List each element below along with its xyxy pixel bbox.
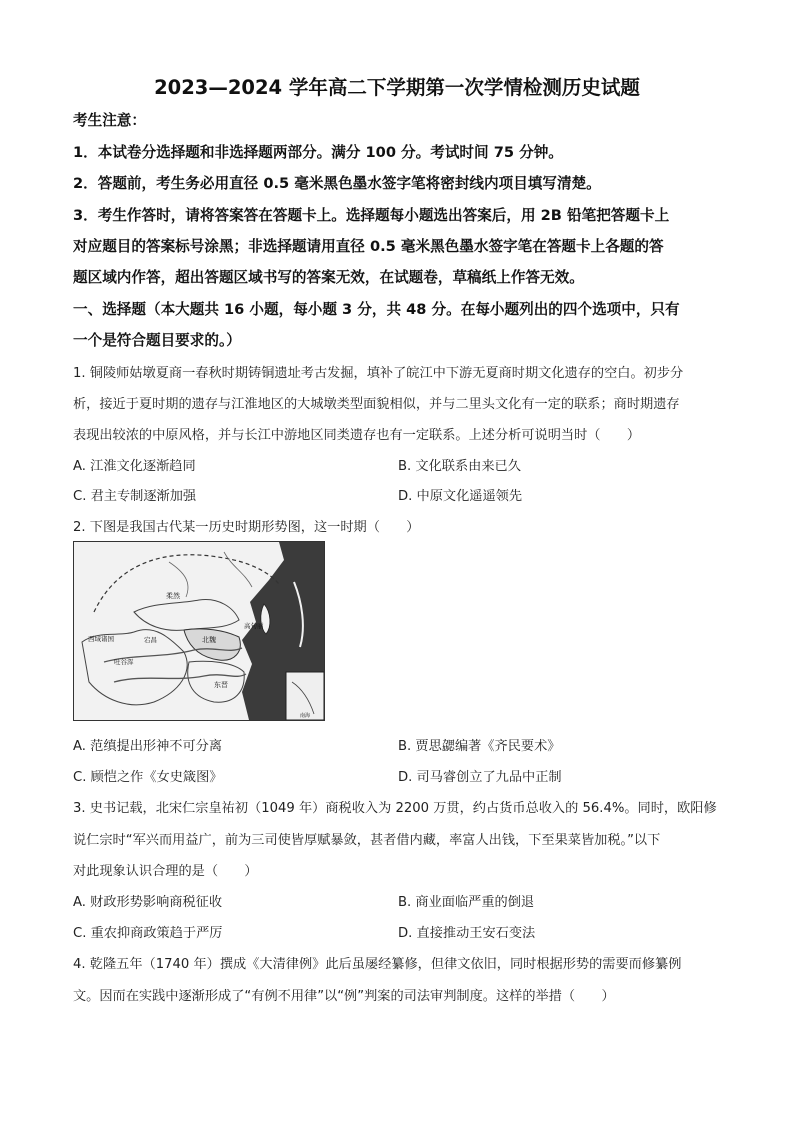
question-1-text: 表现出较浓的中原风格，并与长江中游地区同类遗存也有一定联系。上述分析可说明当时（ ） [73, 428, 641, 443]
notice-item: 3．考生作答时，请将答案答在答题卡上。选择题每小题选出答案后，用 2B 铅笔把答题卡上 [73, 207, 670, 224]
page-title: 2023—2024 学年高二下学期第一次学情检测历史试题 [154, 76, 640, 99]
question-3-text: 说仁宗时“军兴而用益广，前为三司使皆厚赋暴敛，甚者借内藏，率富人出钱，下至果菜皆加税。”以下 [73, 833, 661, 848]
map-label: 南海 [300, 713, 311, 719]
question-3-option-d[interactable]: D. 直接推动王安石变法 [398, 926, 536, 941]
question-2-option-a[interactable]: A. 范缜提出形神不可分离 [73, 739, 223, 754]
question-3-option-c[interactable]: C. 重农抑商政策趋于严厉 [73, 926, 223, 941]
question-3-option-a[interactable]: A. 财政形势影响商税征收 [73, 895, 223, 910]
question-1-text: 1. 铜陵师姑墩夏商一春秋时期铸铜遗址考古发掘，填补了皖江中下游无夏商时期文化遗存的空白。初步分 [73, 366, 684, 381]
map-label: 高句丽 [244, 622, 264, 630]
notice-item: 对应题目的答案标号涂黑；非选择题请用直径 0.5 毫米黑色墨水签字笔在答题卡上各题的答 [73, 238, 664, 255]
map-label: 东晋 [214, 681, 228, 689]
notice-item: 1．本试卷分选择题和非选择题两部分。满分 100 分。考试时间 75 分钟。 [73, 144, 563, 161]
question-3-text: 3. 史书记载，北宋仁宗皇祐初（1049 年）商税收入为 2200 万贯，约占货币总收入的 56.4%。同时，欧阳修 [73, 801, 717, 816]
question-4-text: 文。因而在实践中逐渐形成了“有例不用律”以“例”判案的司法审判制度。这样的举措（ ） [73, 989, 615, 1004]
question-1-text: 析，接近于夏时期的遗存与江淮地区的大城墩类型面貌相似，并与二里头文化有一定的联系；商时期遗存 [73, 397, 680, 412]
section-heading: 一个是符合题目要求的。） [73, 332, 241, 349]
question-1-option-a[interactable]: A. 江淮文化逐渐趋同 [73, 459, 196, 474]
question-1-option-c[interactable]: C. 君主专制逐渐加强 [73, 489, 197, 504]
map-label: 北魏 [202, 636, 216, 644]
map-label: 宕昌 [144, 636, 157, 644]
question-1-option-b[interactable]: B. 文化联系由来已久 [398, 459, 521, 474]
question-2-option-b[interactable]: B. 贾思勰编著《齐民要术》 [398, 739, 561, 754]
question-2-option-d[interactable]: D. 司马睿创立了九品中正制 [398, 770, 562, 785]
map-drawing [74, 542, 324, 720]
map-label: 西域诸国 [88, 635, 114, 643]
question-1-option-d[interactable]: D. 中原文化遥遥领先 [398, 489, 523, 504]
historical-map [73, 541, 325, 721]
question-2-option-c[interactable]: C. 顾恺之作《女史箴图》 [73, 770, 223, 785]
question-3-text: 对此现象认识合理的是（ ） [73, 864, 258, 879]
map-label: 柔然 [166, 592, 180, 600]
notice-item: 题区域内作答，超出答题区域书写的答案无效，在试题卷，草稿纸上作答无效。 [73, 269, 584, 286]
question-2-text: 2. 下图是我国古代某一历史时期形势图，这一时期（ ） [73, 520, 420, 535]
notice-heading: 考生注意： [73, 112, 146, 129]
map-label: 吐谷浑 [114, 658, 134, 666]
section-heading: 一、选择题（本大题共 16 小题，每小题 3 分，共 48 分。在每小题列出的四个选项中，只有 [73, 301, 680, 318]
question-3-option-b[interactable]: B. 商业面临严重的倒退 [398, 895, 535, 910]
notice-item: 2．答题前，考生务必用直径 0.5 毫米黑色墨水签字笔将密封线内项目填写清楚。 [73, 175, 601, 192]
question-4-text: 4. 乾隆五年（1740 年）撰成《大清律例》此后虽屡经纂修，但律文依旧，同时根据形势的需要而修纂例 [73, 957, 682, 972]
